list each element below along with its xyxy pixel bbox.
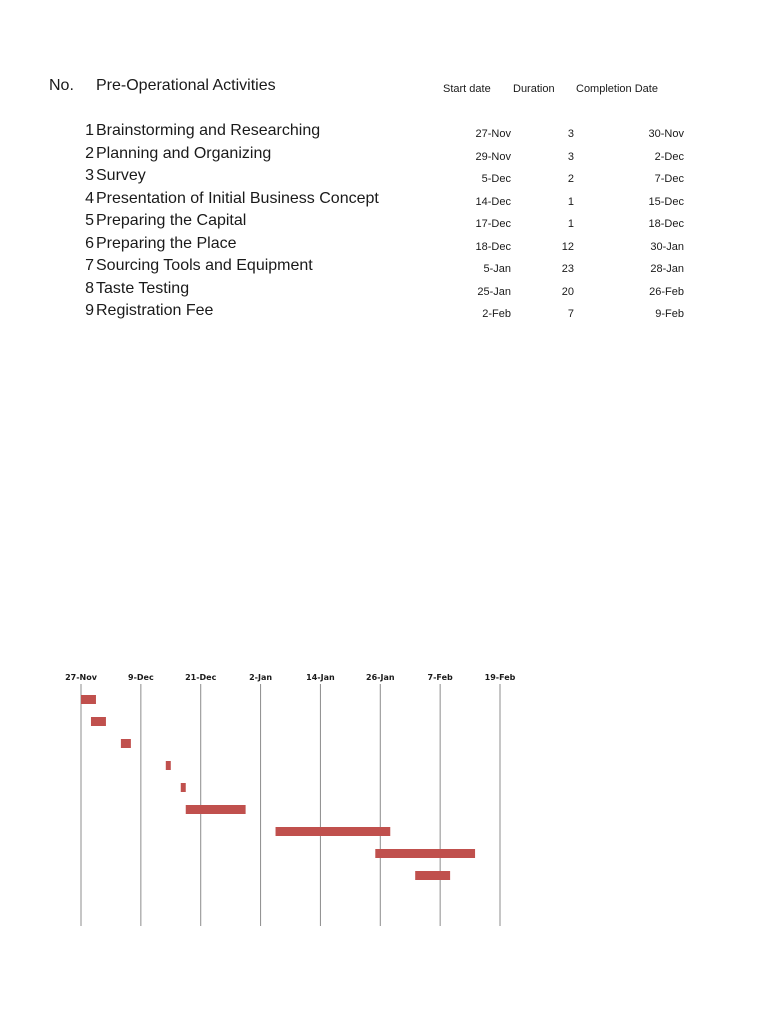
row-number: 3 bbox=[85, 167, 94, 184]
activity-name: Survey bbox=[96, 167, 146, 184]
header-activities: Pre-Operational Activities bbox=[96, 77, 276, 94]
header-completion-date: Completion Date bbox=[576, 83, 658, 95]
start-date-cell: 2-Feb bbox=[482, 308, 511, 320]
row-number: 9 bbox=[85, 302, 94, 319]
activity-name: Sourcing Tools and Equipment bbox=[96, 257, 313, 274]
completion-date-cell: 18-Dec bbox=[648, 218, 684, 230]
x-tick-label: 26-Jan bbox=[366, 673, 395, 682]
gantt-bar bbox=[415, 871, 450, 880]
activity-name: Taste Testing bbox=[96, 280, 190, 297]
header-duration: Duration bbox=[513, 83, 555, 95]
header-start-date: Start date bbox=[443, 83, 491, 95]
gantt-bar bbox=[276, 827, 391, 836]
gantt-bar bbox=[186, 805, 246, 814]
activity-name: Registration Fee bbox=[96, 302, 214, 319]
start-date-cell: 18-Dec bbox=[475, 241, 511, 253]
duration-cell: 23 bbox=[561, 263, 574, 275]
completion-date-cell: 7-Dec bbox=[654, 173, 684, 185]
duration-cell: 1 bbox=[567, 218, 574, 230]
gantt-bar bbox=[91, 717, 106, 726]
duration-cell: 2 bbox=[567, 173, 574, 185]
gantt-bar bbox=[121, 739, 131, 748]
header-no: No. bbox=[49, 77, 74, 94]
x-tick-label: 21-Dec bbox=[185, 673, 217, 682]
duration-cell: 3 bbox=[567, 128, 574, 140]
row-number: 8 bbox=[85, 280, 94, 297]
start-date-cell: 25-Jan bbox=[477, 286, 511, 298]
duration-cell: 1 bbox=[567, 196, 574, 208]
row-number: 6 bbox=[85, 235, 94, 252]
gantt-bar bbox=[181, 783, 186, 792]
completion-date-cell: 30-Nov bbox=[648, 128, 684, 140]
gantt-bar bbox=[81, 695, 96, 704]
row-number: 4 bbox=[85, 190, 94, 207]
x-tick-label: 9-Dec bbox=[128, 673, 154, 682]
completion-date-cell: 2-Dec bbox=[654, 151, 684, 163]
completion-date-cell: 15-Dec bbox=[648, 196, 684, 208]
x-tick-label: 7-Feb bbox=[427, 673, 453, 682]
start-date-cell: 27-Nov bbox=[475, 128, 511, 140]
completion-date-cell: 26-Feb bbox=[649, 286, 684, 298]
completion-date-cell: 28-Jan bbox=[650, 263, 684, 275]
gantt-bar bbox=[375, 849, 475, 858]
activity-name: Brainstorming and Researching bbox=[96, 122, 321, 139]
row-number: 7 bbox=[85, 257, 94, 274]
start-date-cell: 14-Dec bbox=[475, 196, 511, 208]
row-number: 5 bbox=[85, 212, 94, 229]
duration-cell: 3 bbox=[567, 151, 574, 163]
x-tick-label: 14-Jan bbox=[306, 673, 335, 682]
activity-name: Planning and Organizing bbox=[96, 145, 272, 162]
x-tick-label: 27-Nov bbox=[65, 673, 97, 682]
completion-date-cell: 9-Feb bbox=[655, 308, 684, 320]
activity-name: Preparing the Place bbox=[96, 235, 237, 252]
duration-cell: 12 bbox=[561, 241, 574, 253]
completion-date-cell: 30-Jan bbox=[650, 241, 684, 253]
row-number: 2 bbox=[85, 145, 94, 162]
activity-name: Presentation of Initial Business Concept bbox=[96, 190, 379, 207]
start-date-cell: 5-Jan bbox=[483, 263, 511, 275]
duration-cell: 20 bbox=[561, 286, 574, 298]
x-tick-label: 19-Feb bbox=[484, 673, 516, 682]
activity-name: Preparing the Capital bbox=[96, 212, 247, 229]
start-date-cell: 17-Dec bbox=[475, 218, 511, 230]
gantt-bar bbox=[166, 761, 171, 770]
duration-cell: 7 bbox=[567, 308, 574, 320]
start-date-cell: 29-Nov bbox=[475, 151, 511, 163]
row-number: 1 bbox=[85, 122, 94, 139]
x-tick-label: 2-Jan bbox=[249, 673, 273, 682]
start-date-cell: 5-Dec bbox=[481, 173, 511, 185]
